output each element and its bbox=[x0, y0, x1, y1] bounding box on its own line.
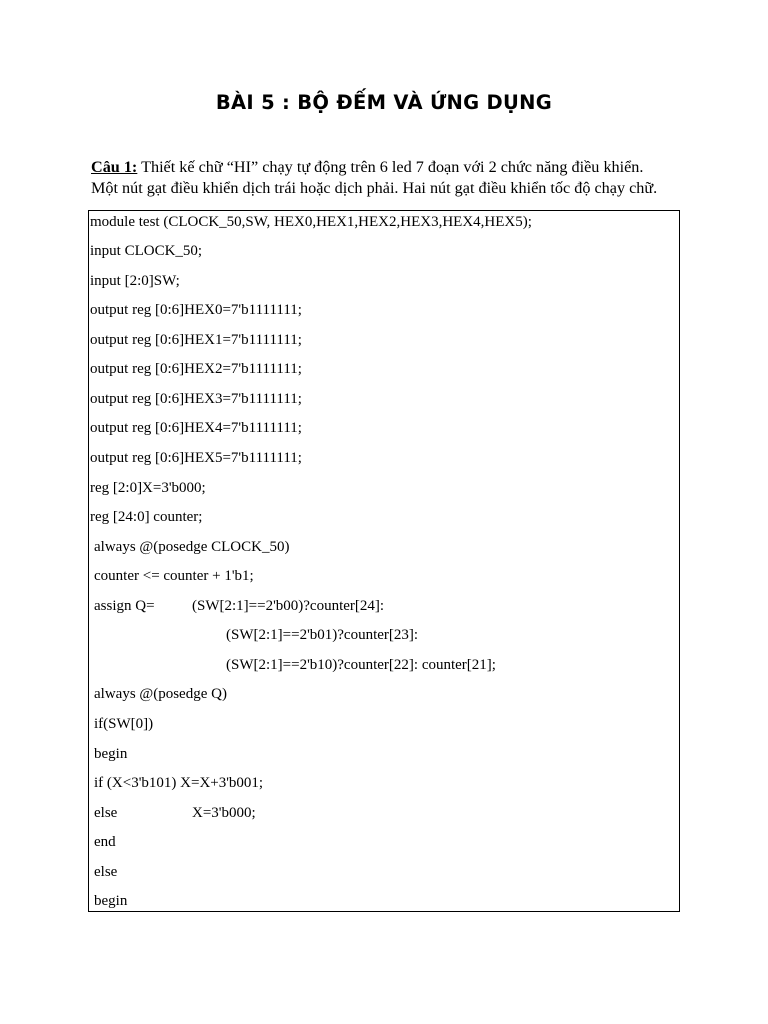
code-line: (SW[2:1]==2'b10)?counter[22]: counter[21]; bbox=[226, 657, 496, 673]
code-line: always @(posedge Q) bbox=[94, 686, 227, 702]
code-line: else bbox=[94, 805, 118, 821]
code-line: begin bbox=[94, 746, 128, 762]
code-line: always @(posedge CLOCK_50) bbox=[94, 539, 290, 555]
question-line-1: Thiết kế chữ “HI” chạy tự động trên 6 led 7 đoạn với 2 chức năng điều khiển. bbox=[137, 158, 644, 176]
code-line: module test (CLOCK_50,SW, HEX0,HEX1,HEX2,HEX3,HEX4,HEX5); bbox=[90, 214, 532, 230]
question-line-2: Một nút gạt điều khiển dịch trái hoặc dịch phải. Hai nút gạt điều khiển tốc độ chạy chữ. bbox=[91, 179, 658, 197]
code-line: output reg [0:6]HEX4=7'b1111111; bbox=[90, 420, 302, 436]
code-line: counter <= counter + 1'b1; bbox=[94, 568, 254, 584]
code-line: end bbox=[94, 834, 116, 850]
code-line: output reg [0:6]HEX1=7'b1111111; bbox=[90, 332, 302, 348]
code-line: input CLOCK_50; bbox=[90, 243, 203, 259]
code-line: assign Q= bbox=[94, 598, 155, 614]
page-title: BÀI 5 : BỘ ĐẾM VÀ ỨNG DỤNG bbox=[215, 91, 553, 114]
code-line: (SW[2:1]==2'b01)?counter[23]: bbox=[226, 627, 419, 643]
code-line-continuation: (SW[2:1]==2'b00)?counter[24]: bbox=[192, 598, 385, 614]
code-line: output reg [0:6]HEX0=7'b1111111; bbox=[90, 302, 302, 318]
question-text bbox=[91, 157, 691, 199]
code-line: if(SW[0]) bbox=[94, 716, 154, 732]
code-line: output reg [0:6]HEX2=7'b1111111; bbox=[90, 361, 302, 377]
code-line: output reg [0:6]HEX5=7'b1111111; bbox=[90, 450, 302, 466]
code-line: reg [2:0]X=3'b000; bbox=[90, 480, 206, 496]
code-line: input [2:0]SW; bbox=[90, 273, 180, 289]
code-block bbox=[88, 210, 680, 912]
code-line: reg [24:0] counter; bbox=[90, 509, 203, 525]
code-line: output reg [0:6]HEX3=7'b1111111; bbox=[90, 391, 302, 407]
question-label: Câu 1: bbox=[91, 158, 138, 176]
code-line: if (X<3'b101) X=X+3'b001; bbox=[94, 775, 264, 791]
code-line: begin bbox=[94, 893, 128, 909]
code-line: else bbox=[94, 864, 118, 880]
code-line-continuation: X=3'b000; bbox=[192, 805, 256, 821]
